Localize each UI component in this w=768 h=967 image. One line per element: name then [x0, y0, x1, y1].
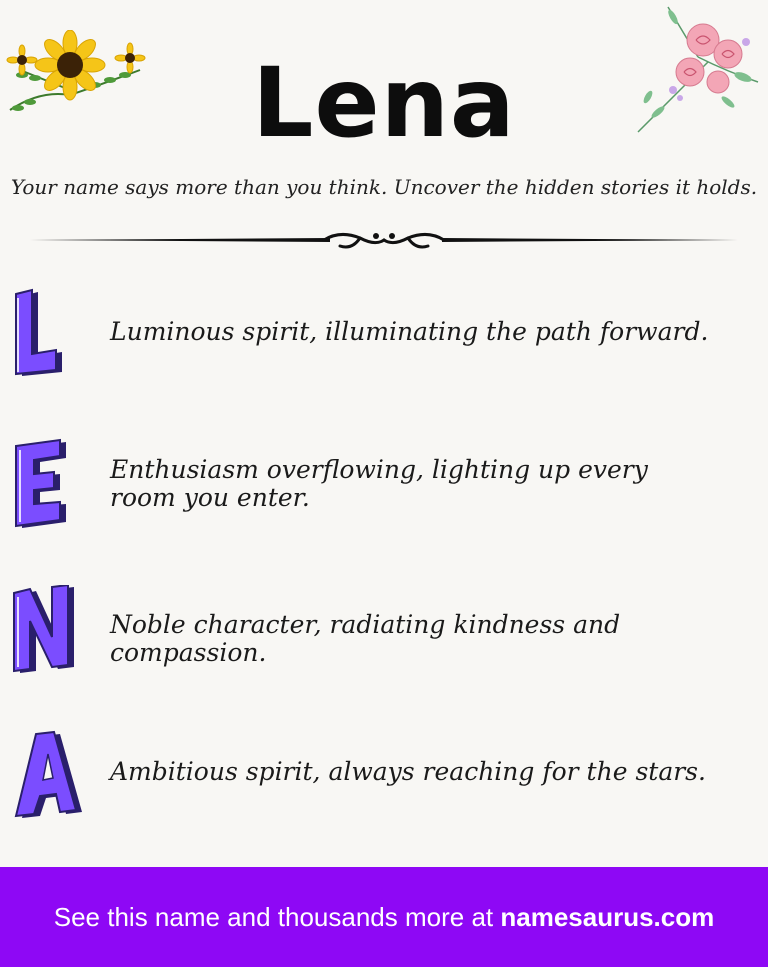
acrostic-text: Enthusiasm overflowing, lighting up every room you enter.: [110, 455, 648, 512]
acrostic-text: Noble character, radiating kindness and compassion.: [110, 610, 621, 667]
letter-a-icon: [8, 728, 88, 820]
letter-n-icon: [8, 585, 88, 677]
ornament-divider-icon: [30, 224, 738, 260]
footer-banner: [0, 867, 768, 967]
footer-text: [54, 902, 714, 933]
footer-site-link[interactable]: namesaurus.com: [500, 901, 715, 932]
letter-l-icon: [8, 288, 88, 380]
letter-e-icon: [8, 438, 88, 530]
acrostic-text: Luminous spirit, illuminating the path forward.: [110, 317, 709, 346]
page-title: Lena: [252, 47, 516, 159]
footer-prefix: See this name and thousands more at: [53, 901, 501, 932]
acrostic-text: Ambitious spirit, always reaching for the stars.: [110, 757, 706, 786]
tagline: Your name says more than you think. Uncover the hidden stories it holds.: [10, 175, 758, 199]
